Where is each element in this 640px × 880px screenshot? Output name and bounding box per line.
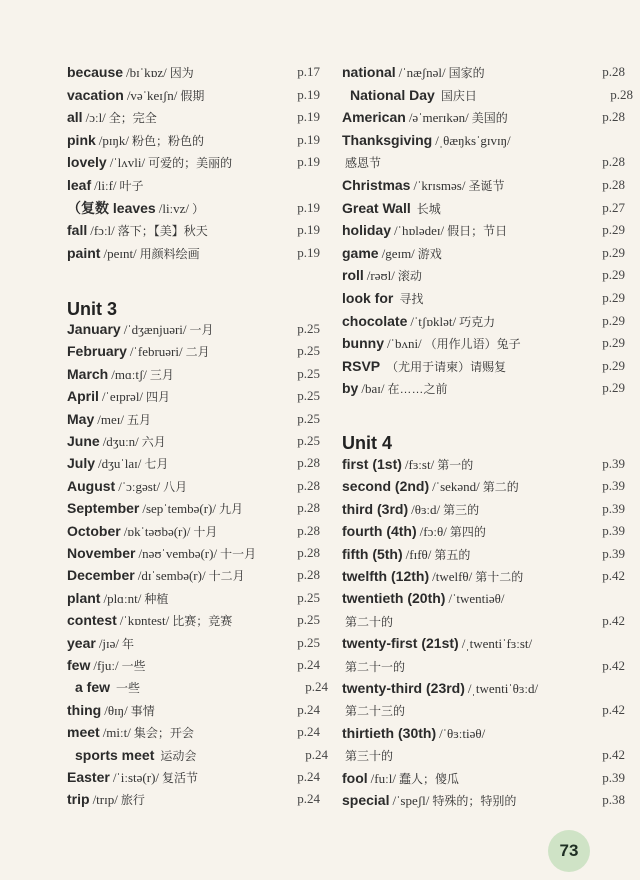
vocab-word: Christmas — [342, 177, 411, 193]
vocab-row — [342, 453, 625, 475]
vocab-row — [67, 632, 320, 654]
vocab-page-ref: p.19 — [297, 109, 320, 125]
vocab-row — [342, 129, 625, 151]
vocab-phonetic: /pɪŋk/ — [98, 132, 130, 148]
vocab-phonetic: /meɪ/ — [97, 411, 124, 427]
vocab-meaning: （用作儿语）兔子 — [424, 337, 521, 352]
vocab-row — [67, 788, 320, 810]
vocab-word: first (1st) — [342, 456, 402, 472]
vocab-page-ref: p.39 — [602, 545, 625, 561]
vocab-row — [67, 542, 320, 564]
vocab-meaning: 长城 — [416, 201, 441, 216]
vocab-row — [67, 318, 320, 340]
vocab-phonetic: /bɪˈkɒz/ — [126, 65, 167, 80]
page-number-badge: 73 — [548, 830, 590, 872]
vocab-row — [67, 744, 328, 766]
vocab-row — [67, 174, 320, 196]
vocab-word: by — [342, 380, 359, 397]
vocab-meaning: 十一月 — [220, 547, 257, 561]
vocab-word: leaf — [67, 177, 92, 193]
vocab-page-ref: p.39 — [602, 500, 625, 516]
vocab-word: RSVP — [342, 357, 381, 374]
vocab-word: second (2nd) — [342, 478, 430, 495]
vocab-row — [342, 565, 625, 587]
vocab-row — [342, 151, 625, 173]
vocab-row — [67, 699, 320, 721]
vocab-page-ref: p.29 — [602, 380, 625, 396]
vocab-word: July — [67, 455, 96, 472]
vocab-meaning: 比赛；竞赛 — [172, 614, 233, 629]
vocab-meaning: 第五的 — [434, 547, 471, 562]
vocab-phonetic: /peɪnt/ — [103, 245, 137, 261]
vocab-page-ref: p.29 — [602, 267, 625, 283]
vocab-word: （复数 leaves — [67, 199, 156, 216]
vocab-word: twenty-third (23rd) — [342, 680, 465, 696]
vocab-row — [342, 699, 625, 721]
vocab-page-ref: p.28 — [610, 86, 633, 102]
vocab-row — [67, 242, 320, 264]
vocab-word: because — [67, 64, 124, 80]
vocab-meaning: 年 — [122, 636, 135, 651]
vocab-word: look for — [342, 290, 394, 306]
vocab-row — [342, 543, 625, 565]
vocab-word: fifth (5th) — [342, 545, 403, 562]
vocab-meaning: 蠢人；傻瓜 — [398, 771, 459, 786]
vocab-word: twelfth (12th) — [342, 568, 430, 584]
vocab-page-ref: p.29 — [602, 335, 625, 351]
unit3-heading: Unit 3 — [67, 299, 118, 319]
vocab-row — [342, 310, 625, 332]
vocab-word: meet — [67, 724, 100, 741]
vocab-meaning: 十月 — [193, 524, 218, 539]
vocab-word: holiday — [342, 222, 392, 239]
vocab-meaning: 国庆日 — [440, 88, 477, 103]
vocab-phonetic: /fuːl/ — [370, 770, 396, 786]
vocab-phonetic: /fɔːθ/ — [419, 524, 447, 540]
vocab-meaning: 第二十三的 — [345, 704, 406, 719]
vocab-phonetic: /ˈnæʃnəl/ — [398, 65, 446, 80]
vocab-phonetic: /fɪfθ/ — [405, 546, 432, 562]
vocab-row — [342, 377, 625, 399]
vocab-row — [67, 363, 320, 385]
vocab-meaning: 特殊的；特别的 — [432, 794, 517, 808]
vocab-page-ref: p.42 — [602, 747, 625, 763]
vocab-row — [342, 242, 625, 264]
vocab-row — [342, 106, 625, 128]
vocab-row — [67, 151, 320, 173]
vocab-row — [342, 287, 625, 309]
vocab-meaning: 第二十的 — [345, 614, 394, 629]
vocab-row — [67, 475, 320, 497]
vocab-page-ref: p.39 — [602, 478, 625, 494]
vocab-row — [342, 722, 625, 744]
vocab-phonetic: /fɔːl/ — [90, 223, 115, 239]
vocab-meaning: 第四的 — [449, 525, 486, 540]
vocab-phonetic: /nəʊˈvembə(r)/ — [138, 546, 218, 561]
vocab-phonetic: /ˈspeʃl/ — [392, 793, 430, 808]
vocab-page-ref: p.24 — [305, 746, 328, 762]
vocab-page-ref: p.25 — [297, 388, 320, 404]
vocab-page-ref: p.19 — [297, 222, 320, 238]
vocab-row — [342, 219, 625, 241]
vocab-word: contest — [67, 612, 117, 629]
vocab-phonetic: /ˈlʌvli/ — [109, 155, 146, 171]
vocab-row — [67, 61, 320, 83]
vocab-phonetic: /ɒkˈtəʊbə(r)/ — [123, 523, 191, 539]
vocab-word: a few — [75, 679, 111, 696]
vocab-meaning: 滚动 — [397, 269, 422, 284]
vocab-phonetic: /θɪŋ/ — [104, 702, 128, 718]
vocab-phonetic: /geɪm/ — [381, 245, 415, 261]
vocab-page-ref: p.29 — [602, 290, 625, 305]
vocab-phonetic: /trɪp/ — [92, 792, 118, 808]
vocab-meaning: 八月 — [163, 479, 188, 494]
vocab-phonetic: /ˈkrɪsməs/ — [413, 178, 466, 193]
vocab-word: game — [342, 244, 379, 261]
vocab-word: October — [67, 522, 121, 539]
vocab-meaning: 六月 — [141, 435, 166, 449]
vocab-page-ref: p.42 — [602, 612, 625, 628]
vocab-word: fool — [342, 769, 368, 786]
vocab-phonetic: /ˈbʌni/ — [387, 336, 422, 352]
vocab-page-ref: p.28 — [297, 477, 320, 493]
vocab-meaning: 五月 — [126, 412, 151, 427]
vocab-meaning: 旅行 — [120, 793, 145, 808]
vocab-page-ref: p.19 — [297, 244, 320, 260]
vocab-meaning: 第三十的 — [345, 749, 394, 764]
vocab-phonetic: /ˈeɪprəl/ — [101, 389, 144, 405]
vocab-row — [67, 721, 320, 743]
vocab-phonetic: /əˈmerɪkən/ — [408, 110, 469, 126]
vocab-phonetic: /mɑːtʃ/ — [111, 366, 147, 382]
vocab-phonetic: /ˈsekənd/ — [432, 479, 480, 495]
vocab-row — [67, 452, 320, 474]
vocab-row — [342, 789, 625, 811]
vocab-page-ref: p.24 — [305, 679, 328, 695]
vocab-phonetic: /ˈɔːgəst/ — [118, 478, 161, 494]
vocab-row — [342, 520, 625, 542]
vocab-row — [67, 430, 320, 452]
vocab-page-ref: p.29 — [602, 222, 625, 238]
vocab-row — [342, 632, 625, 654]
vocab-page-ref: p.19 — [297, 154, 320, 170]
vocab-phonetic: /fɜːst/ — [404, 457, 435, 472]
vocab-row — [67, 219, 320, 241]
vocab-word: February — [67, 343, 127, 360]
vocab-row — [342, 84, 633, 106]
vocab-page-ref: p.39 — [602, 769, 625, 785]
vocab-word: September — [67, 500, 140, 517]
vocab-row — [67, 676, 328, 698]
vocab-phonetic: /rəʊl/ — [366, 268, 395, 284]
vocab-row — [342, 744, 625, 766]
vocab-row — [342, 197, 625, 219]
vocab-phonetic: /liːf/ — [94, 178, 117, 193]
vocab-page-ref: p.19 — [297, 199, 320, 215]
vocab-word: special — [342, 792, 390, 808]
vocab-word: National Day — [350, 86, 435, 103]
vocab-page-ref: p.29 — [602, 244, 625, 260]
vocab-row — [67, 385, 320, 407]
vocab-page-ref: p.42 — [602, 657, 625, 673]
vocab-word: year — [67, 634, 96, 651]
vocab-row — [342, 677, 625, 699]
vocab-phonetic: /baɪ/ — [361, 381, 385, 397]
vocab-phonetic: /dʒuːn/ — [102, 434, 139, 449]
vocab-phonetic: /ˌtwentiˈθɜːd/ — [467, 681, 539, 696]
vocab-word: twentieth (20th) — [342, 590, 446, 607]
vocab-meaning: 事情 — [130, 703, 155, 718]
vocab-page-ref: p.24 — [297, 701, 320, 717]
vocab-row — [67, 408, 320, 430]
vocab-row — [342, 587, 625, 609]
vocab-meaning: 国家的 — [448, 66, 485, 80]
vocab-meaning: 种植 — [144, 591, 169, 606]
vocab-phonetic: /ˈtʃɒklət/ — [410, 313, 457, 329]
vocab-meaning: 巧克力 — [459, 314, 496, 329]
vocab-meaning: 在……之前 — [387, 382, 448, 397]
vocab-word: Easter — [67, 769, 110, 785]
vocab-page-ref: p.29 — [602, 312, 625, 328]
vocab-page-ref: p.28 — [297, 522, 320, 538]
vocab-word: trip — [67, 791, 90, 808]
vocab-page-ref: p.42 — [602, 702, 625, 718]
vocab-row — [67, 587, 320, 609]
vocab-meaning: 集会；开会 — [133, 726, 194, 741]
vocab-row — [67, 197, 320, 219]
vocab-meaning: ） — [192, 201, 205, 216]
vocab-page-ref: p.25 — [297, 634, 320, 650]
vocab-row — [67, 106, 320, 128]
vocab-row — [342, 61, 625, 83]
vocab-phonetic: /dɪˈsembə(r)/ — [137, 568, 206, 584]
vocab-meaning: 十二月 — [208, 569, 245, 584]
unit4-heading: Unit 4 — [342, 433, 393, 453]
vocab-word: June — [67, 433, 100, 449]
vocab-word: lovely — [67, 154, 107, 171]
vocab-word: November — [67, 545, 136, 561]
vocab-row — [342, 174, 625, 196]
vocab-page-ref: p.19 — [297, 131, 320, 147]
vocab-meaning: 三月 — [149, 367, 174, 382]
vocab-word: chocolate — [342, 312, 408, 329]
vocab-meaning: 粉色；粉色的 — [132, 133, 205, 148]
vocab-phonetic: /plɑːnt/ — [103, 590, 142, 606]
vocab-page-ref: p.25 — [297, 433, 320, 448]
vocab-meaning: 一月 — [189, 323, 214, 337]
vocab-page-ref: p.17 — [297, 64, 320, 79]
vocab-row — [67, 520, 320, 542]
vocab-row — [67, 497, 320, 519]
vocab-page-ref: p.28 — [602, 177, 625, 192]
vocab-meaning: 假期 — [180, 88, 205, 103]
vocab-meaning: 用颜料绘画 — [139, 246, 200, 261]
vocab-page-ref: p.39 — [602, 456, 625, 471]
vocab-page-ref: p.24 — [297, 769, 320, 784]
vocab-page-ref: p.25 — [297, 343, 320, 359]
vocab-word: plant — [67, 589, 101, 606]
vocab-phonetic: /ˈdʒænjuəri/ — [123, 322, 187, 337]
vocab-meaning: 一些 — [116, 681, 141, 696]
vocab-word: pink — [67, 131, 96, 148]
vocab-row — [67, 340, 320, 362]
vocab-phonetic: /θɜːd/ — [411, 501, 441, 517]
vocab-word: bunny — [342, 335, 384, 352]
vocab-phonetic: /ˌθæŋksˈgɪvɪŋ/ — [435, 132, 511, 148]
vocab-row — [67, 609, 320, 631]
vocab-phonetic: /ˌtwentiˈfɜːst/ — [461, 636, 533, 652]
vocab-meaning: 寻找 — [399, 292, 424, 306]
vocab-meaning: 因为 — [169, 66, 194, 80]
vocab-page-ref: p.29 — [602, 357, 625, 373]
vocab-meaning: 可爱的；美丽的 — [148, 156, 233, 171]
vocab-meaning: 复活节 — [162, 771, 199, 785]
vocab-meaning: 四月 — [146, 390, 171, 405]
vocab-page-ref: p.24 — [297, 724, 320, 740]
vocab-phonetic: /ˈtwentiəθ/ — [448, 591, 505, 607]
vocab-page-ref: p.38 — [602, 792, 625, 807]
vocab-word: paint — [67, 244, 101, 261]
vocab-meaning: 美国的 — [471, 111, 508, 126]
vocab-word: Thanksgiving — [342, 131, 433, 148]
vocab-word: January — [67, 321, 121, 337]
vocab-phonetic: /liːvz/ — [158, 200, 190, 216]
vocab-page-ref: p.24 — [297, 657, 320, 672]
vocab-phonetic: /fjuː/ — [93, 658, 119, 673]
vocab-row — [67, 129, 320, 151]
vocab-page-ref: p.28 — [297, 567, 320, 583]
vocab-phonetic: /ɔːl/ — [85, 110, 106, 126]
vocab-meaning: （尤用于请柬）请赐复 — [386, 359, 507, 374]
vocab-page-ref: p.27 — [602, 199, 625, 215]
vocab-phonetic: /ˈhɒlədeɪ/ — [394, 223, 445, 239]
vocab-phonetic: /jɪə/ — [98, 635, 120, 651]
vocab-word: few — [67, 657, 91, 673]
vocab-word: national — [342, 64, 396, 80]
vocab-page-ref: p.28 — [297, 545, 320, 560]
vocab-phonetic: /ˈθɜːtiəθ/ — [439, 725, 486, 741]
vocab-meaning: 叶子 — [119, 179, 144, 193]
vocab-word: March — [67, 365, 109, 382]
vocab-word: fourth (4th) — [342, 523, 417, 540]
vocab-meaning: 感恩节 — [345, 156, 382, 171]
vocab-page-ref: p.19 — [297, 86, 320, 102]
vocab-phonetic: /twelfθ/ — [432, 569, 473, 584]
vocab-row — [342, 355, 625, 377]
vocab-meaning: 九月 — [219, 502, 244, 517]
vocab-row — [342, 264, 625, 286]
vocab-phonetic: /dʒuˈlaɪ/ — [98, 456, 142, 472]
vocab-page-ref: p.28 — [297, 455, 320, 471]
vocab-word: American — [342, 109, 406, 126]
vocab-phonetic: /sepˈtembə(r)/ — [142, 501, 216, 517]
vocab-page-ref: p.24 — [297, 791, 320, 807]
vocab-row — [67, 564, 320, 586]
vocab-word: April — [67, 388, 99, 405]
vocab-meaning: 第二十一的 — [345, 659, 406, 674]
vocab-phonetic: /vəˈkeɪʃn/ — [126, 87, 178, 103]
vocab-page-ref: p.25 — [297, 589, 320, 605]
vocab-word: August — [67, 477, 116, 494]
vocab-page-ref: p.28 — [602, 64, 625, 79]
vocab-word: sports meet — [75, 746, 155, 763]
vocab-word: vacation — [67, 86, 124, 103]
vocab-word: thirtieth (30th) — [342, 724, 437, 741]
vocab-meaning: 第十二的 — [475, 570, 524, 584]
vocab-meaning: 圣诞节 — [468, 179, 505, 193]
vocab-phonetic: /ˈfebruəri/ — [129, 344, 183, 360]
vocab-row — [67, 654, 320, 676]
vocab-word: roll — [342, 267, 364, 284]
vocab-row — [342, 610, 625, 632]
vocab-page-ref: p.25 — [297, 410, 320, 426]
vocab-meaning: 一些 — [121, 659, 146, 673]
vocab-meaning: 第三的 — [443, 502, 480, 517]
vocab-page-ref: p.28 — [602, 154, 625, 170]
vocab-word: Great Wall — [342, 199, 411, 216]
vocab-page-ref: p.42 — [602, 568, 625, 583]
vocab-row — [67, 84, 320, 106]
vocab-meaning: 落下；【美】秋天 — [117, 224, 208, 239]
vocab-meaning: 游戏 — [417, 246, 442, 261]
vocab-row — [67, 766, 320, 788]
vocab-phonetic: /ˈiːstə(r)/ — [112, 770, 160, 785]
vocab-meaning: 假日；节日 — [447, 224, 508, 239]
vocab-meaning: 七月 — [144, 457, 169, 472]
vocab-word: third (3rd) — [342, 500, 409, 517]
vocab-page-ref: p.25 — [297, 365, 320, 381]
vocab-page-ref: p.25 — [297, 321, 320, 336]
vocab-meaning: 第二的 — [482, 480, 519, 495]
vocab-word: May — [67, 410, 95, 427]
vocab-phonetic: /ˈkɒntest/ — [119, 613, 170, 629]
vocab-meaning: 第一的 — [437, 458, 474, 472]
vocab-word: thing — [67, 701, 102, 718]
vocab-meaning: 全；完全 — [108, 111, 157, 126]
vocab-page-ref: p.28 — [297, 500, 320, 516]
vocab-word: fall — [67, 222, 88, 239]
vocab-phonetic: /miːt/ — [102, 725, 131, 741]
vocab-meaning: 二月 — [185, 345, 210, 360]
vocab-page-ref: p.25 — [297, 612, 320, 628]
vocab-page-ref: p.28 — [602, 109, 625, 125]
vocab-word: twenty-first (21st) — [342, 635, 459, 652]
vocab-row — [342, 498, 625, 520]
vocab-meaning: 运动会 — [160, 748, 197, 763]
vocab-row — [342, 655, 625, 677]
vocab-page-ref: p.39 — [602, 523, 625, 539]
vocab-word: December — [67, 567, 135, 584]
vocab-row — [342, 332, 625, 354]
vocab-row — [342, 475, 625, 497]
vocab-word: all — [67, 109, 83, 126]
vocab-row — [342, 767, 625, 789]
